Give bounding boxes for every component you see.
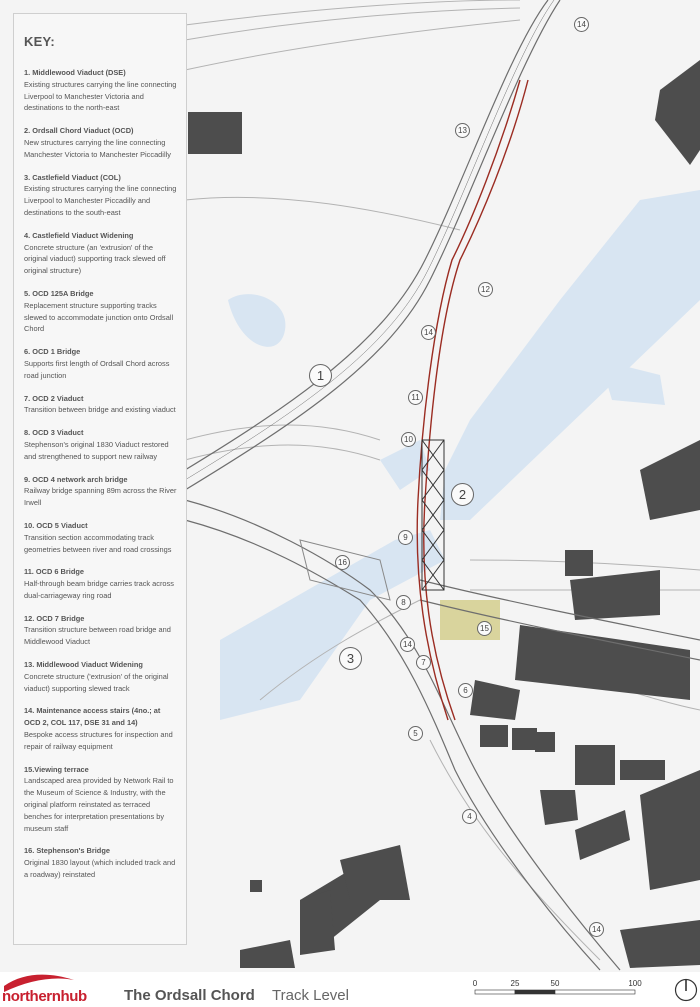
key-item-text: New structures carrying the line connecting Manchester Victoria to Manchester Piccadilly bbox=[24, 137, 171, 159]
key-heading: KEY: bbox=[24, 34, 55, 49]
key-item bbox=[24, 230, 177, 277]
key-item bbox=[24, 613, 177, 648]
key-item-title: 16. Stephenson's Bridge bbox=[24, 846, 110, 856]
scale-tick-0: 0 bbox=[472, 979, 478, 988]
key-item-text: Bespoke access structures for inspection and repair of railway equipment bbox=[24, 730, 173, 751]
key-item-text: Transition structure between road bridge and Middlewood Viaduct bbox=[24, 625, 171, 647]
map-marker-13: 13 bbox=[455, 123, 470, 138]
scale-tick-100: 100 bbox=[628, 979, 642, 988]
map-marker-15: 15 bbox=[477, 621, 492, 636]
key-item-title: 11. OCD 6 Bridge bbox=[24, 567, 84, 577]
key-list bbox=[24, 67, 177, 881]
key-item-title: 1. Middlewood Viaduct (DSE) bbox=[24, 68, 126, 77]
north-arrow-icon bbox=[674, 978, 698, 1002]
key-item bbox=[24, 288, 177, 335]
key-item bbox=[24, 427, 177, 462]
key-item-text: Original 1830 layout (which included track and a roadway) reinstated bbox=[24, 858, 176, 880]
key-item-title: 7. OCD 2 Viaduct bbox=[24, 393, 84, 403]
key-item bbox=[24, 67, 177, 114]
key-item-title: 14. Maintenance access stairs (4no.; at OCD 2, COL 117, DSE 31 and 14) bbox=[24, 706, 161, 728]
key-panel bbox=[13, 13, 187, 945]
key-item-title: 6. OCD 1 Bridge bbox=[24, 347, 81, 357]
map-marker-9: 9 bbox=[398, 530, 413, 545]
key-item-text: Concrete structure (an 'extrusion' of the original viaduct) supporting track slewed off original structure) bbox=[24, 242, 166, 276]
map-marker-2: 2 bbox=[451, 483, 474, 506]
key-item-text: Supports first length of Ordsall Chord across road junction bbox=[24, 358, 170, 380]
map-marker-14: 14 bbox=[400, 637, 415, 652]
key-item-title: 8. OCD 3 Viaduct bbox=[24, 428, 84, 438]
map-marker-10: 10 bbox=[401, 432, 416, 447]
map-marker-3: 3 bbox=[339, 647, 362, 670]
key-item-text: Half-through beam bridge carries track across dual-carriageway ring road bbox=[24, 579, 174, 600]
key-item-text: Transition section accommodating track geometries between river and road crossings bbox=[24, 532, 172, 554]
key-item-text: Concrete structure ('extrusion' of the original viaduct) supporting slewed track bbox=[24, 671, 169, 693]
map-marker-12: 12 bbox=[478, 282, 493, 297]
map-marker-14: 14 bbox=[574, 17, 589, 32]
key-item-title: 12. OCD 7 Bridge bbox=[24, 613, 85, 623]
key-item bbox=[24, 346, 177, 381]
key-item-text: Railway bridge spanning 89m across the River Irwell bbox=[24, 486, 177, 508]
key-item-text: Stephenson's original 1830 Viaduct restored and strengthened to support new railway bbox=[24, 439, 169, 461]
key-item bbox=[24, 659, 177, 694]
key-item bbox=[24, 566, 177, 601]
key-item bbox=[24, 393, 177, 417]
scale-bar-segments bbox=[475, 990, 635, 994]
key-item-title: 15.Viewing terrace bbox=[24, 764, 89, 774]
page-subtitle: Track Level bbox=[272, 987, 349, 1004]
map-marker-1: 1 bbox=[309, 364, 332, 387]
map-marker-16: 16 bbox=[335, 555, 350, 570]
key-item bbox=[24, 520, 177, 555]
key-item bbox=[24, 845, 177, 880]
key-item-text: Replacement structure supporting tracks slewed to accommodate junction onto Ordsall Chord bbox=[24, 300, 174, 334]
key-item-title: 3. Castlefield Viaduct (COL) bbox=[24, 172, 121, 182]
key-item-text: Existing structures carrying the line connecting Liverpool to Manchester Piccadilly and destinations to the south-east bbox=[24, 184, 177, 217]
map-marker-14: 14 bbox=[589, 922, 604, 937]
key-item-text: Existing structures carrying the line connecting Liverpool to Manchester Victoria and destinations to the north-east bbox=[24, 79, 177, 113]
key-item bbox=[24, 474, 177, 509]
map-marker-6: 6 bbox=[458, 683, 473, 698]
page-title: The Ordsall Chord bbox=[124, 987, 255, 1004]
map-marker-14: 14 bbox=[421, 325, 436, 340]
key-item-title: 2. Ordsall Chord Viaduct (OCD) bbox=[24, 126, 134, 136]
map-marker-5: 5 bbox=[408, 726, 423, 741]
key-item-text: Landscaped area provided by Network Rail to the Museum of Science & Industry, with the original platform reinstated as terraced benches for interpretation presentations by museum staff bbox=[24, 776, 174, 833]
key-item-title: 10. OCD 5 Viaduct bbox=[24, 520, 88, 530]
key-item bbox=[24, 705, 177, 752]
map-marker-7: 7 bbox=[416, 655, 431, 670]
key-item bbox=[24, 125, 177, 160]
map-marker-4: 4 bbox=[462, 809, 477, 824]
key-item-text: Transition between bridge and existing viaduct bbox=[24, 405, 176, 415]
key-item bbox=[24, 764, 177, 835]
key-item bbox=[24, 172, 177, 219]
key-item-title: 4. Castlefield Viaduct Widening bbox=[24, 230, 134, 240]
map-marker-11: 11 bbox=[408, 390, 423, 405]
key-item-title: 13. Middlewood Viaduct Widening bbox=[24, 660, 143, 670]
map-marker-8: 8 bbox=[396, 595, 411, 610]
brand-name: northernhub bbox=[2, 988, 87, 1005]
key-item-title: 9. OCD 4 network arch bridge bbox=[24, 474, 128, 484]
key-item-title: 5. OCD 125A Bridge bbox=[24, 288, 94, 298]
scale-tick-25: 25 bbox=[510, 979, 520, 988]
scale-tick-50: 50 bbox=[550, 979, 560, 988]
scale-bar bbox=[470, 976, 645, 1004]
footer bbox=[0, 972, 700, 1007]
